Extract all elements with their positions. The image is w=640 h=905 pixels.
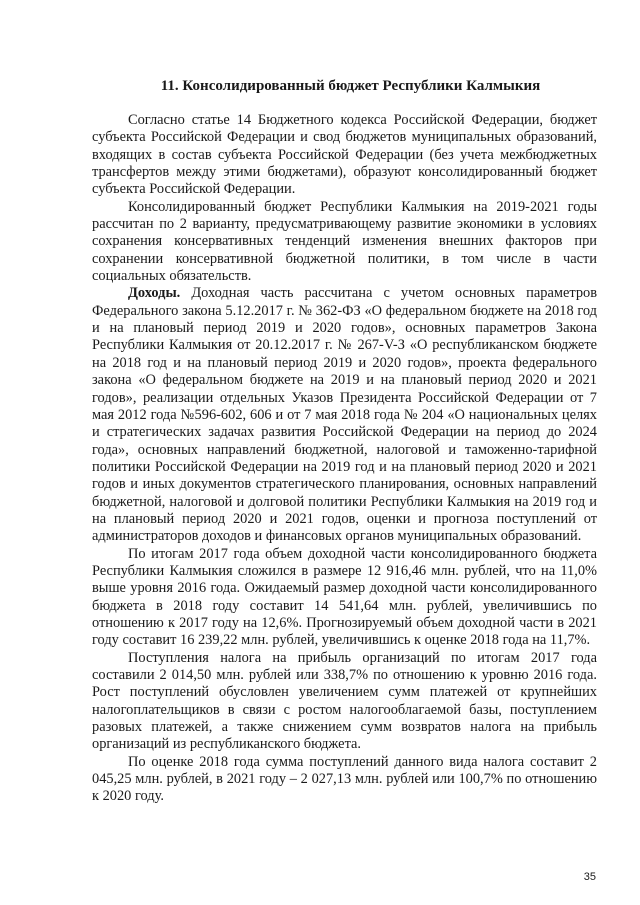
paragraph-budget-definition <box>92 112 597 199</box>
paragraph-text: Доходная часть рассчитана с учетом основных параметров Федерального закона 5.12.2017 г. № 362-ФЗ «О федеральном бюджете на 2018 год и на плановый период 2019 и 2020 годов», основных параметров Закона Республики Калмыкия от 20.12.2017 г. № 267-V-З «О республиканском бюджете на 2018 год и на плановый период 2019 и 2020 годов», проекта федерального закона «О федеральном бюджете на 2019 и на плановый период 2020 и 2021 годов», реализации отдельных Указов Президента Российской Федерации от 7 мая 2012 года №596-602, 606 и от 7 мая 2018 года № 204 «О национальных целях и стратегических задачах развития Российской Федерации на период до 2024 года», основных направлений бюджетной, налоговой и таможенно-тарифной политики Российской Федерации на 2019 год и на плановый период 2020 и 2021 годов и иных документов стратегического планирования, основных направлений бюджетной, налоговой и долговой политики Республики Калмыкия на 2019 год и на плановый период 2020 и 2021 годов, оценки и прогноза поступлений от администраторов доходов и финансовых органов муниципальных образований. <box>92 285 597 545</box>
section-title: 11. Консолидированный бюджет Республики Калмыкия <box>160 78 541 94</box>
paragraph-profit-tax-forecast <box>92 754 597 806</box>
paragraph-text: Консолидированный бюджет Республики Калмыкия на 2019-2021 годы рассчитан по 2 варианту, предусматривающему развитие экономики в условиях сохранения консервативных тенденций изменения внешних факторов при сохранении консервативной бюджетной политики, в том числе в части социальных обязательств. <box>92 198 597 285</box>
paragraph-revenues <box>92 285 597 545</box>
paragraph-profit-tax <box>92 650 597 754</box>
paragraph-text: По оценке 2018 года сумма поступлений данного вида налога составит 2 045,25 млн. рублей, в 2021 году – 2 027,13 млн. рублей или 100,7% по отношению к 2020 году. <box>92 753 597 805</box>
paragraph-text: Поступления налога на прибыль организаций по итогам 2017 года составили 2 014,50 млн. рублей или 338,7% по отношению к уровню 2016 года. Рост поступлений обусловлен увеличением сумм платежей от крупнейших налогоплательщиков в связи с ростом налогооблагаемой базы, поступлением разовых платежей, а также снижением сумм возвратов налога на прибыль организаций из республиканского бюджета. <box>92 649 597 753</box>
page-number: 35 <box>583 871 596 883</box>
paragraph-budget-scenario <box>92 199 597 286</box>
paragraph-revenue-results <box>92 546 597 650</box>
paragraph-lead: Доходы. <box>128 285 181 302</box>
paragraph-text: Согласно статье 14 Бюджетного кодекса Российской Федерации, бюджет субъекта Российской Федерации и свод бюджетов муниципальных образований, входящих в состав субъекта Российской Федерации (без учета межбюджетных трансфертов между этими бюджетами), образуют консолидированный бюджет субъекта Российской Федерации. <box>92 112 597 198</box>
paragraph-text: По итогам 2017 года объем доходной части консолидированного бюджета Республики Калмыкия сложился в размере 12 916,46 млн. рублей, что на 11,0% выше уровня 2016 года. Ожидаемый размер доходной части консолидированного бюджета в 2018 году составит 14 541,64 млн. рублей, увеличившись по отношению к 2017 году на 12,6%. Прогнозируемый объем доходной части в 2021 году составит 16 239,22 млн. рублей, увеличившись к оценке 2018 года на 11,7%. <box>92 545 597 649</box>
document-body <box>92 112 597 806</box>
